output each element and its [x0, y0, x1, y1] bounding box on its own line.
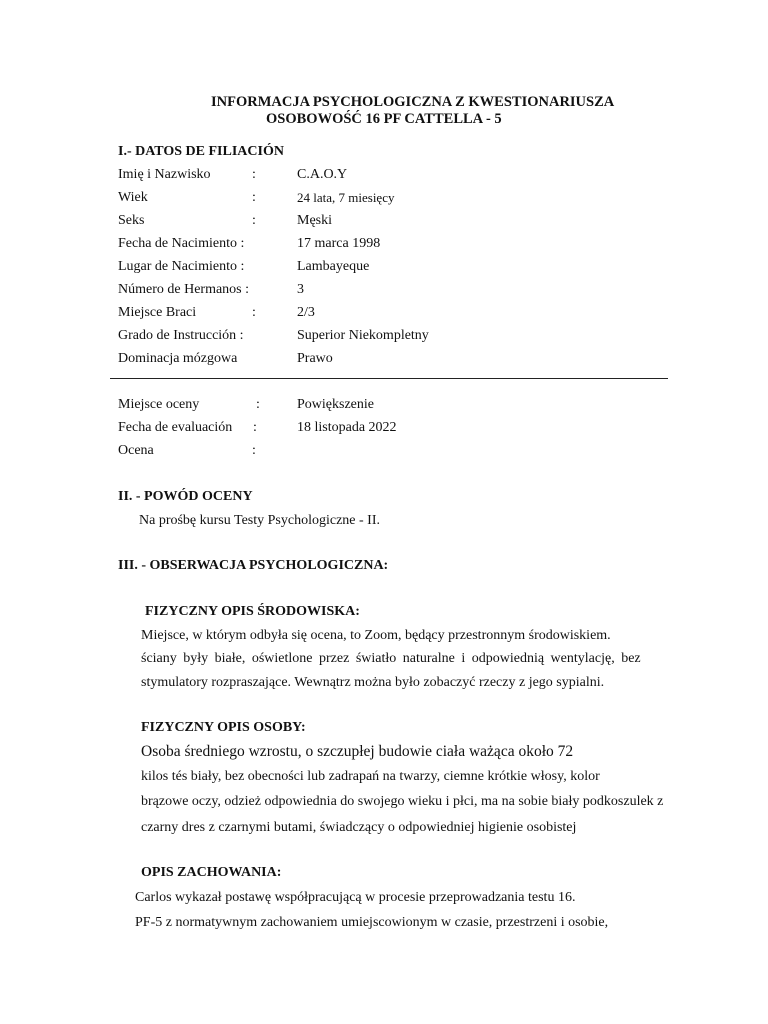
section2-text: Na prośbę kursu Testy Psychologiczne - II. — [139, 513, 380, 528]
field-colon: : — [252, 443, 256, 458]
field-value: 17 marca 1998 — [297, 236, 381, 251]
paragraph-line: kilos tés biały, bez obecności lub zadrapań na twarzy, ciemne krótkie włosy, kolor — [141, 769, 600, 784]
field-value: Prawo — [297, 351, 333, 366]
person-heading: FIZYCZNY OPIS OSOBY: — [141, 720, 306, 735]
field-label: Dominacja mózgowa — [118, 351, 238, 366]
field-value: 24 lata, 7 miesięcy — [297, 190, 395, 205]
paragraph-line: ściany były białe, oświetlone przez światło naturalne i odpowiednią wentylację, bez — [141, 651, 641, 666]
document-title-line1: INFORMACJA PSYCHOLOGICZNA Z KWESTIONARIUSZA — [211, 94, 615, 110]
field-label: Lugar de Nacimiento : — [118, 259, 245, 274]
paragraph-line: brązowe oczy, odzież odpowiednia do swojego wieku i płci, ma na sobie biały podkoszulek z — [141, 794, 664, 809]
field-label: Ocena — [118, 443, 154, 458]
field-value: Lambayeque — [297, 259, 370, 274]
field-label: Wiek — [118, 190, 148, 205]
field-label: Número de Hermanos : — [118, 282, 250, 297]
section1-heading: I.- DATOS DE FILIACIÓN — [118, 144, 284, 159]
field-colon: : — [252, 213, 256, 228]
field-label: Fecha de evaluación — [118, 420, 233, 435]
field-colon: : — [252, 190, 256, 205]
field-colon: : — [256, 397, 260, 412]
section3-heading: III. - OBSERWACJA PSYCHOLOGICZNA: — [118, 558, 389, 573]
field-value: Superior Niekompletny — [297, 328, 429, 343]
environment-heading: FIZYCZNY OPIS ŚRODOWISKA: — [145, 604, 360, 619]
field-label: Miejsce oceny — [118, 397, 200, 412]
field-colon: : — [252, 305, 256, 320]
field-value: C.A.O.Y — [297, 167, 348, 182]
document-title-line2: OSOBOWOŚĆ 16 PF CATTELLA - 5 — [266, 111, 502, 127]
behavior-heading: OPIS ZACHOWANIA: — [141, 865, 282, 880]
paragraph-line: PF-5 z normatywnym zachowaniem umiejscowionym w czasie, przestrzeni i osobie, — [135, 915, 609, 930]
field-value: 3 — [297, 282, 304, 297]
field-label: Imię i Nazwisko — [118, 167, 211, 182]
field-colon: : — [252, 167, 256, 182]
paragraph-line: Miejsce, w którym odbyła się ocena, to Zoom, będący przestronnym środowiskiem. — [141, 628, 611, 643]
paragraph-line: Carlos wykazał postawę współpracującą w procesie przeprowadzania testu 16. — [135, 890, 576, 905]
field-label: Grado de Instrucción : — [118, 328, 244, 343]
section2-heading: II. - POWÓD OCENY — [118, 489, 253, 504]
field-label: Seks — [118, 213, 145, 228]
field-value: 18 listopada 2022 — [297, 420, 397, 435]
horizontal-divider — [110, 378, 668, 379]
field-value: 2/3 — [297, 305, 315, 320]
field-label: Fecha de Nacimiento : — [118, 236, 245, 251]
field-value: Powiększenie — [297, 397, 374, 412]
field-colon: : — [253, 420, 257, 435]
paragraph-line: czarny dres z czarnymi butami, świadczący o odpowiedniej higienie osobistej — [141, 820, 577, 835]
field-label: Miejsce Braci — [118, 305, 197, 320]
paragraph-line: Osoba średniego wzrostu, o szczupłej budowie ciała ważąca około 72 — [141, 743, 574, 760]
paragraph-line: stymulatory rozpraszające. Wewnątrz można było zobaczyć rzeczy z jego sypialni. — [141, 675, 605, 690]
field-value: Męski — [297, 213, 332, 228]
